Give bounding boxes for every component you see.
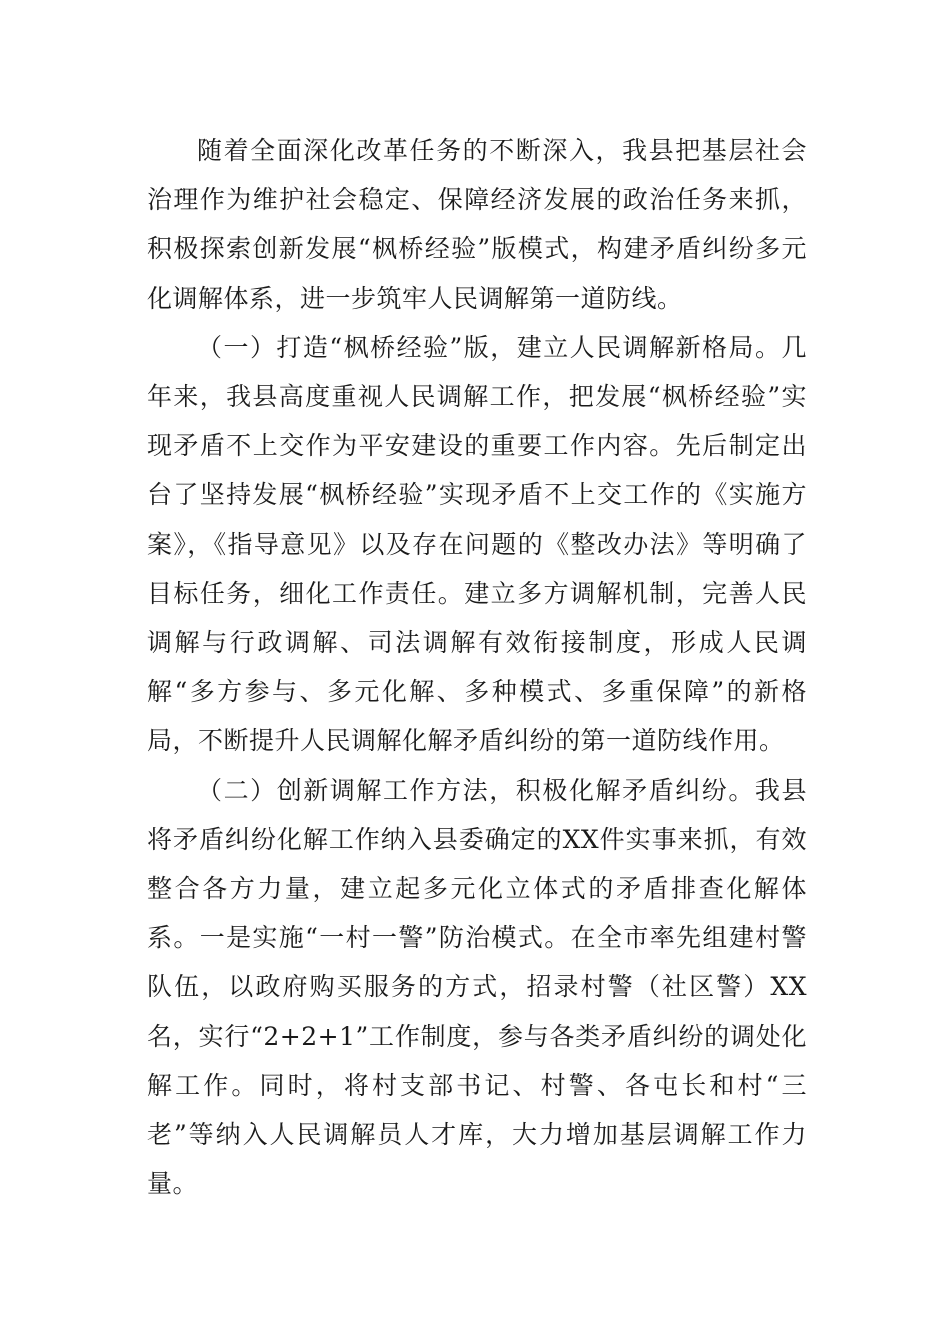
paragraph-section-one: （一）打造“枫桥经验”版，建立人民调解新格局。几年来，我县高度重视人民调解工作，把发展“枫桥经验”实现矛盾不上交作为平安建设的重要工作内容。先后制定出台了坚持发展“枫桥经验”实现矛盾不上交工作的《实施方案》，《指导意见》以及存在问题的《整改办法》等明确了目标任务，细化工作责任。建立多方调解机制，完善人民调解与行政调解、司法调解有效衔接制度，形成人民调解“多方参与、多元化解、多种模式、多重保障”的新格局，不断提升人民调解化解矛盾纠纷的第一道防线作用。	[147, 332, 807, 756]
document-body	[147, 126, 807, 1208]
paragraph-section-two: （二）创新调解工作方法，积极化解矛盾纠纷。我县将矛盾纠纷化解工作纳入县委确定的XX件实事来抓，有效整合各方力量，建立起多元化立体式的矛盾排查化解体系。一是实施“一村一警”防治模式。在全市率先组建村警队伍，以政府购买服务的方式，招录村警（社区警）XX名，实行“2+2+1”工作制度，参与各类矛盾纠纷的调处化解工作。同时，将村支部书记、村警、各屯长和村“三老”等纳入人民调解员人才库，大力增加基层调解工作力量。	[147, 775, 807, 1199]
paragraph-intro: 随着全面深化改革任务的不断深入，我县把基层社会治理作为维护社会稳定、保障经济发展的政治任务来抓，积极探索创新发展“枫桥经验”版模式，构建矛盾纠纷多元化调解体系，进一步筑牢人民调解第一道防线。	[147, 136, 807, 313]
